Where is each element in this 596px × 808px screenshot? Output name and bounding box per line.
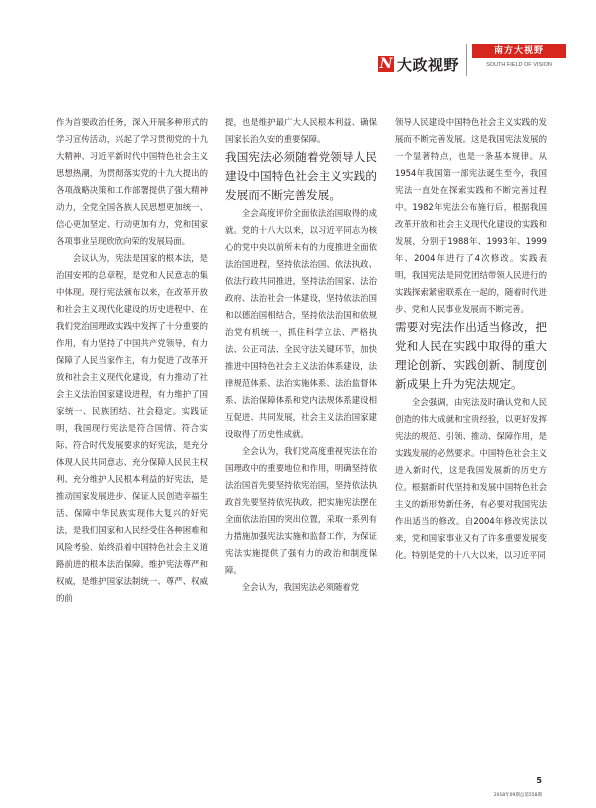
text-column-1 — [56, 114, 208, 607]
issue-note: 2018年09期总第558期 — [493, 793, 542, 798]
text-column-2 — [225, 114, 377, 596]
paragraph: 会议认为，宪法是国家的根本法，是治国安邦的总章程，是党和人民意志的集中体现。现行宪法颁布以来，在改革开放和社会主义现代化建设的历史进程中、在我们党治国理政实践中发挥了十分重要的作用，有力坚持了中国共产党领导，有力保障了人民当家作主，有力促进了改革开放和社会主义现代化建设，有力推动了社会主义法治国家建设进程，有力维护了国家统一、民族团结、社会稳定。实践证明，我国现行宪法是符合国情、符合实际、符合时代发展要求的好宪法，是充分体现人民共同意志、充分保障人民民主权利、充分维护人民根本利益的好宪法，是推动国家发展进步、保证人民创造幸福生活、保障中华民族实现伟大复兴的好宪法，是我们国家和人民经受住各种困难和风险考验、始终沿着中国特色社会主义道路前进的根本法治保障。维护宪法尊严和权威，是维护国家法制统一、尊严、权威的前 — [56, 253, 208, 603]
publication-subtitle: SOUTH FIELD OF VISION — [486, 62, 552, 68]
n-logo-icon: N — [379, 56, 393, 72]
paragraph: 全会高度评价全面依法治国取得的成就。党的十八大以来，以习近平同志为核心的党中央以前所未有的力度推进全面依法治国进程，坚持依法治国、依法执政、依法行政共同推进，坚持法治国家、法治政府、法治社会一体建设，坚持依法治国和以德治国相结合，坚持依法治国和依规治党有机统一，抓住科学立法、严格执法、公正司法、全民守法关键环节，加快推进中国特色社会主义法治体系建设，法律规范体系、法治实施体系、法治监督体系、法治保障体系和党内法规体系建设相互促进、共同发展，社会主义法治国家建设取得了历史性成就。 — [225, 208, 377, 439]
section-heading: 需要对宪法作出适当修改，把党和人民在实践中取得的重大理论创新、实践创新、制度创新成果上升为宪法规定。 — [395, 320, 547, 391]
paragraph: 领导人民建设中国特色社会主义实践的发展而不断完善发展。这是我国宪法发展的一个显著特点，也是一条基本规律。从1954年我国第一部宪法诞生至今，我国宪法一直处在探索实践和不断完善过程中。1982年宪法公布施行后，根据我国改革开放和社会主义现代化建设的实践和发展，分别于1988年、1993年、1999年、2004年进行了4次修改。实践表明，我国宪法是同党团结带领人民进行的实践探索紧密联系在一起的，随着时代进步、党和人民事业发展而不断完善。 — [395, 117, 547, 314]
masthead-divider — [466, 44, 467, 76]
paragraph: 全会认为，我国宪法必须随着党 — [241, 582, 360, 592]
section-heading: 我国宪法必须随着党领导人民建设中国特色社会主义实践的发展而不断完善发展。 — [225, 150, 377, 202]
paragraph: 全会认为，我们党高度重视宪法在治国理政中的重要地位和作用，明确坚持依法治国首先要坚持依宪治国，坚持依法执政首先要坚持依宪执政，把实施宪法摆在全面依法治国的突出位置，采取一系列有力措施加强宪法实施和监督工作，为保证宪法实施提供了强有力的政治和制度保障。 — [225, 446, 377, 575]
paragraph: 全会强调，由宪法及时确认党和人民创造的伟大成就和宝贵经验，以更好发挥宪法的规范、引领、推动、保障作用，是实践发展的必然要求。中国特色社会主义进入新时代，这是我国发展新的历史方位。根据新时代坚持和发展中国特色社会主义的新形势新任务，有必要对我国宪法作出适当的修改。自2004年修改宪法以来，党和国家事业又有了许多重要发展变化。特别是党的十八大以来，以习近平同 — [395, 397, 547, 560]
paragraph: 提，也是维护最广大人民根本利益、确保国家长治久安的重要保障。 — [225, 117, 377, 144]
publication-banner: 南方大视野 — [472, 44, 566, 58]
paragraph: 作为首要政治任务，深入开展多种形式的学习宣传活动，兴起了学习贯彻党的十九大精神、习近平新时代中国特色社会主义思想热潮，为贯彻落实党的十九大提出的各项战略决策和工作部署提供了强大精神动力，全党全国各族人民思想更加统一、信心更加坚定、行动更加有力，党和国家各项事业呈现欣欣向荣的发展局面。 — [56, 117, 208, 246]
section-title: 大政视野 — [397, 56, 460, 74]
masthead — [378, 40, 566, 78]
page-number: 5 — [536, 776, 542, 785]
text-column-3 — [395, 114, 547, 564]
